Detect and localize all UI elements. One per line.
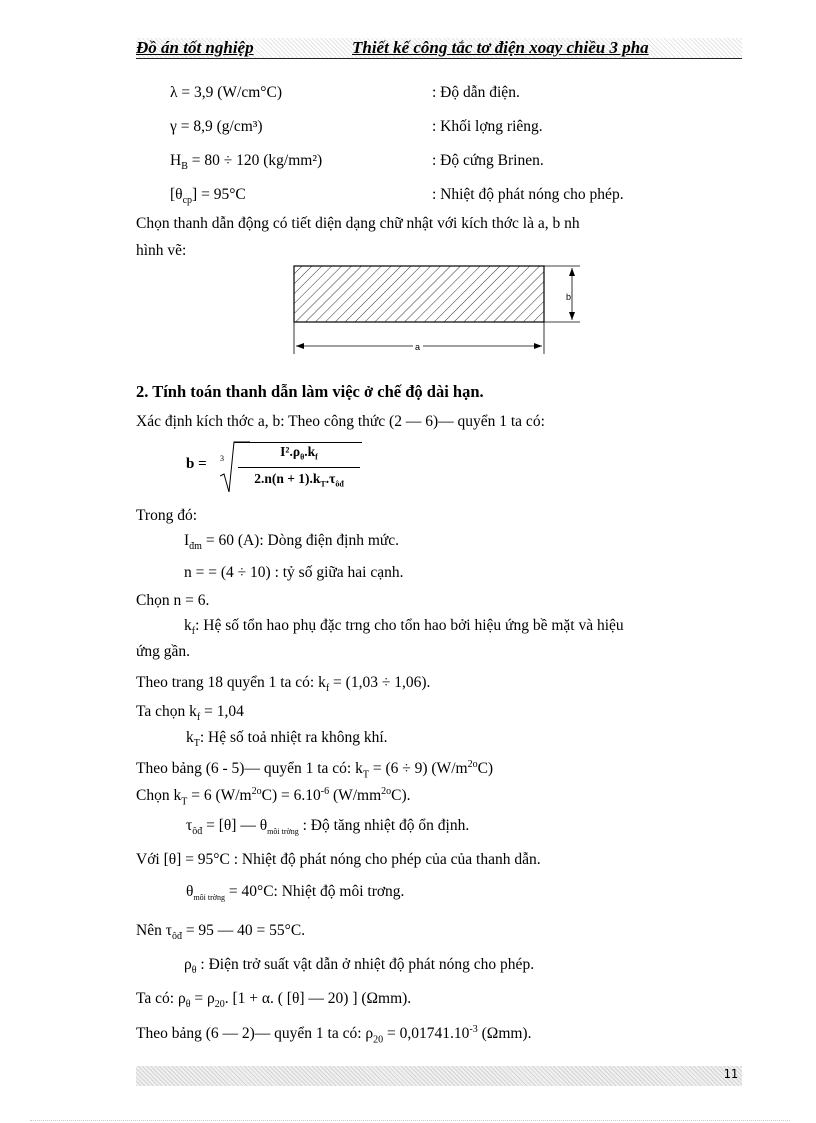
- property-hb: $H_B = 80 \div 120$ (kg/mm²): [170, 152, 323, 173]
- tau-line: $\tau_{ôđ} = [\theta]$ — $\theta_{môi trờng}$ : Độ tăng nhiệt độ ổn định.: [186, 817, 470, 838]
- kt-line: $k_T$: Hệ số toả nhiệt ra không khí.: [186, 729, 388, 750]
- formula-numerator: $I^2.\rho_\theta.k_f$: [280, 444, 318, 462]
- kf-line: $k_f$: Hệ số tổn hao phụ đặc trng cho tổn hao bởi hiệu ứng bề mặt và hiệu: [184, 617, 624, 638]
- property-theta-cp-desc: : Nhiệt độ phát nóng cho phép.: [432, 186, 624, 203]
- trong-do: Trong đó:: [136, 507, 198, 524]
- intro-line-2: hình vẽ:: [136, 242, 187, 259]
- page-bottom-divider: [30, 1120, 790, 1121]
- section-title: 2. Tính toán thanh dẫn làm việc ở chế độ dài hạn.: [136, 382, 484, 401]
- formula-b: b = 3 $I^2.\rho_\theta.k_f$ $2.n(n + 1).k_T.\tau_{ôđ}$: [186, 440, 376, 500]
- header-right-title: Thiết kế công tắc tơ điện xoay chiều 3 pha: [352, 38, 649, 57]
- hatched-rectangle: [294, 266, 544, 322]
- theo-trang-line: Theo trang 18 quyển 1 ta có: $k_f = (1,03 \div 1,06)$.: [136, 674, 431, 695]
- theo-bang-line: Theo bảng (6 - 5)— quyển 1 ta có: $k_T = (6 \div 9)$ $(W/m^{2o}C)$: [136, 759, 494, 781]
- property-gamma-desc: : Khối lợng riêng.: [432, 118, 543, 135]
- taco-line: Ta có: $\rho_\theta = \rho_{20}$. [1 + α. ( [θ] — 20) ] (Ωmm).: [136, 990, 412, 1011]
- property-hb-desc: : Độ cứng Brinen.: [432, 152, 544, 169]
- rho-line: $\rho_\theta$ : Điện trở suất vật dẫn ở nhiệt độ phát nóng cho phép.: [184, 956, 535, 977]
- voi-line: Với [θ] = 95°C : Nhiệt độ phát nóng cho phép của của thanh dẫn.: [136, 851, 541, 868]
- property-lambda-desc: : Độ dẫn điện.: [432, 84, 520, 101]
- n-line: n = = (4 ÷ 10) : tỷ số giữa hai cạnh.: [184, 564, 404, 581]
- property-gamma: γ = 8,9 (g/cm³): [170, 118, 263, 135]
- ta-chon-kf-line: Ta chọn $k_f = 1,04$: [136, 703, 244, 724]
- fraction-bar: [238, 467, 360, 468]
- formula-denominator: $2.n(n + 1).k_T.\tau_{ôđ}$: [254, 471, 344, 489]
- property-lambda: λ = 3,9 (W/cm°C): [170, 84, 282, 101]
- dimension-a-label: a: [415, 342, 421, 352]
- property-theta-cp: $[\theta_{cp}] = 95^\circ C$: [170, 186, 246, 207]
- chon-kt-line: Chọn $k_T = 6$ $(W/m^{2o}C) = 6.10^{-6}$ $(W/mm^{2o}C)$.: [136, 786, 411, 808]
- nen-line: Nên $\tau_{ôđ} = 95$ — 40 = 55°C.: [136, 922, 306, 943]
- kf-line-2: ứng gần.: [136, 643, 191, 660]
- page-footer: [136, 1066, 742, 1086]
- determine-line: Xác định kích thớc a, b: Theo công thức (2 — 6)— quyển 1 ta có:: [136, 413, 545, 430]
- chon-n-line: Chọn n = 6.: [136, 592, 210, 609]
- intro-line-1: Chọn thanh dẫn động có tiết diện dạng chữ nhật với kích thớc là a, b nh: [136, 215, 580, 232]
- page-number: 11: [723, 1067, 738, 1081]
- page-header: [136, 38, 742, 59]
- dimension-b-label: b: [566, 292, 572, 302]
- header-left-title: Đồ án tốt nghiệp: [136, 38, 254, 57]
- theta-moi-truong-line: $\theta_{môi trờng} = 40^\circ C$: Nhiệt độ môi trơng.: [186, 883, 405, 903]
- idm-line: $I_{đm} = 60$ (A): Dòng điện định mức.: [184, 532, 400, 553]
- theo-bang-2-line: Theo bảng (6 — 2)— quyển 1 ta có: $\rho_{20} = 0,01741.10^{-3}$ (Ωmm).: [136, 1024, 532, 1046]
- cross-section-figure: [280, 258, 590, 360]
